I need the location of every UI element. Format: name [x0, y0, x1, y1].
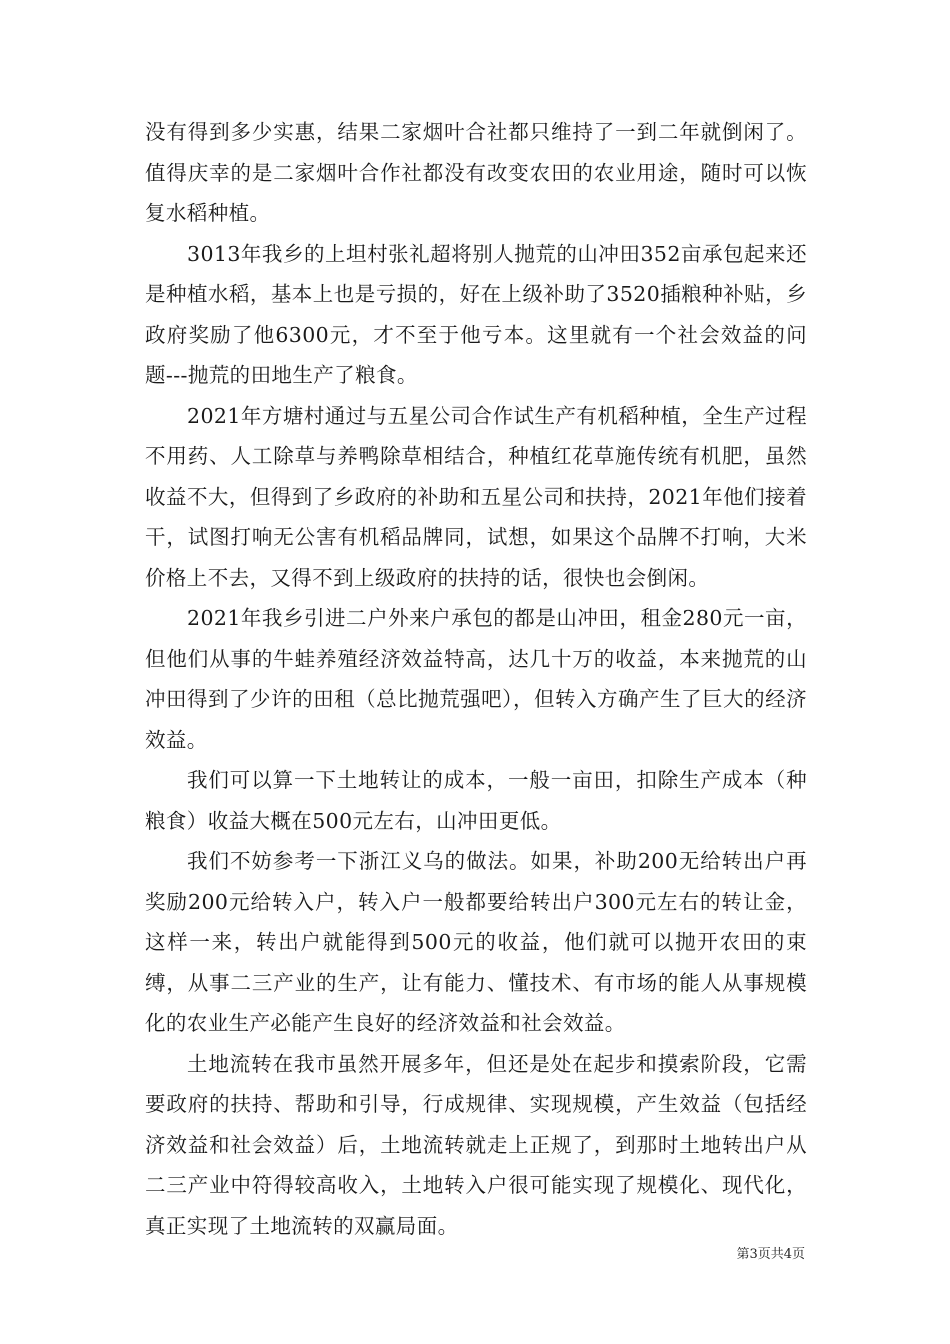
paragraph: 土地流转在我市虽然开展多年，但还是处在起步和摸索阶段，它需要政府的扶持、帮助和引导，行成规律、实现规模，产生效益（包括经济效益和社会效益）后，土地流转就走上正规了，到那时土地转出户从二三产业中符得较高收入，土地转入户很可能实现了规模化、现代化，真正实现了土地流转的双赢局面。 [145, 1051, 807, 1238]
paragraph: 我们不妨参考一下浙江义乌的做法。如果，补助200无给转出户再奖励200元给转入户，转入户一般都要给转出户300元左右的转让金，这样一来，转出户就能得到500元的收益，他们就可以抛开农田的束缚，从事二三产业的生产，让有能力、懂技术、有市场的能人从事规模化的农业生产必能产生良好的经济效益和社会效益。 [145, 849, 807, 1035]
paragraph: 我们可以算一下土地转让的成本，一般一亩田，扣除生产成本（种粮食）收益大概在500元左右，山冲田更低。 [145, 768, 807, 833]
paragraph: 2021年我乡引进二户外来户承包的都是山冲田，租金280元一亩，但他们从事的牛蛙养殖经济效益特高，达几十万的收益，本来抛荒的山冲田得到了少许的田租（总比抛荒强吧），但转入方确产生了巨大的经济效益。 [145, 606, 807, 752]
page-number: 第3页共4页 [736, 1247, 805, 1262]
document-body [145, 112, 807, 1246]
paragraph: 2021年方塘村通过与五星公司合作试生产有机稻种植，全生产过程不用药、人工除草与养鸭除草相结合，种植红花草施传统有机肥，虽然收益不大，但得到了乡政府的补助和五星公司和扶持，2021年他们接着干，试图打响无公害有机稻品牌同，试想，如果这个品牌不打响，大米价格上不去，又得不到上级政府的扶持的话，很快也会倒闲。 [145, 403, 807, 590]
paragraph: 3013年我乡的上坦村张礼超将别人抛荒的山冲田352亩承包起来还是种植水稻，基本上也是亏损的，好在上级补助了3520插粮种补贴，乡政府奖励了他6300元，才不至于他亏本。这里就有一个社会效益的问题---抛荒的田地生产了粮食。 [145, 241, 807, 387]
paragraph: 没有得到多少实惠，结果二家烟叶合社都只维持了一到二年就倒闲了。值得庆幸的是二家烟叶合作社都没有改变农田的农业用途，随时可以恢复水稻种植。 [145, 120, 807, 225]
